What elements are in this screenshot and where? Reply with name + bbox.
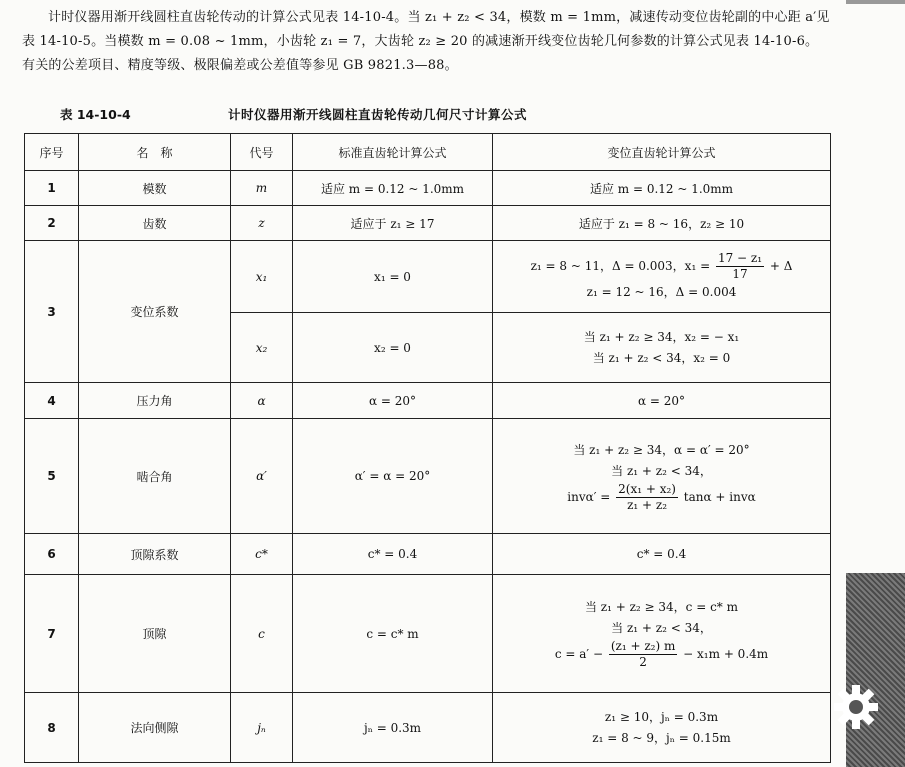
row-no: 2 (25, 206, 79, 241)
header-standard: 标准直齿轮计算公式 (293, 134, 493, 171)
row-symbol: α′ (231, 419, 293, 534)
formula-line: 当 z₁ + z₂ ≥ 34，α = α′ = 20° (573, 442, 750, 457)
table-number: 表 14-10-4 (60, 107, 131, 122)
row-name: 顶隙系数 (79, 534, 231, 575)
formula-line: 当 z₁ + z₂ < 34， (611, 621, 712, 635)
table-row (25, 693, 831, 763)
formula-line: 当 z₁ + z₂ ≥ 34，x₂ = − x₁ (583, 329, 740, 344)
row-no: 1 (25, 171, 79, 206)
formula-line: 当 z₁ + z₂ ≥ 34，c = c* m (584, 600, 739, 614)
row-modified (493, 419, 831, 534)
row-modified (493, 313, 831, 383)
row-standard: 适应 m = 0.12 ~ 1.0mm (293, 171, 493, 206)
row-name: 变位系数 (79, 241, 231, 383)
table-row (25, 241, 831, 313)
fraction-denominator: 17 (732, 266, 748, 281)
formula-table (24, 133, 831, 763)
fraction-denominator: z₁ + z₂ (627, 497, 668, 512)
header-modified: 变位直齿轮计算公式 (493, 134, 831, 171)
formula-line: z₁ ≥ 10，jₙ = 0.3m (604, 709, 719, 724)
fraction (616, 482, 678, 513)
formula-line (497, 251, 826, 282)
table-caption (60, 105, 840, 127)
row-no: 6 (25, 534, 79, 575)
table-header-row (25, 134, 831, 171)
formula-line (497, 482, 826, 513)
row-symbol: α (231, 383, 293, 419)
formula-line: 当 z₁ + z₂ < 34， (611, 463, 712, 478)
row-symbol: x₁ (231, 241, 293, 313)
formula-line: z₁ = 8 ~ 9，jₙ = 0.15m (592, 730, 731, 745)
row-symbol: c* (231, 534, 293, 575)
row-symbol: x₂ (231, 313, 293, 383)
table-row (25, 171, 831, 206)
row-no: 8 (25, 693, 79, 763)
formula-line (497, 639, 826, 670)
formula-prefix: z₁ = 8 ~ 11，Δ = 0.003，x₁ = (530, 258, 711, 273)
fraction-denominator: 2 (639, 655, 647, 669)
header-no: 序号 (25, 134, 79, 171)
table-row (25, 383, 831, 419)
fraction-numerator: (z₁ + z₂) m (610, 639, 676, 653)
row-name: 压力角 (79, 383, 231, 419)
row-modified (493, 575, 831, 693)
table-row (25, 534, 831, 575)
row-name: 顶隙 (79, 575, 231, 693)
row-no: 5 (25, 419, 79, 534)
fraction-numerator: 17 − z₁ (717, 250, 763, 265)
row-no: 4 (25, 383, 79, 419)
table-row (25, 575, 831, 693)
fraction (609, 639, 678, 670)
row-symbol: c (231, 575, 293, 693)
row-symbol: jₙ (231, 693, 293, 763)
table-row (25, 419, 831, 534)
intro-paragraph: 计时仪器用渐开线圆柱直齿轮传动的计算公式见表 14-10-4。当 z₁ + z₂ < 34，模数 m = 1mm，减速传动变位齿轮副的中心距 a′见表 14-10-5。当模数 m = 0.08 ~ 1mm，小齿轮 z₁ = 7，大齿轮 z₂ ≥ 20 的减速渐开线变位齿轮几何参数的计算公式见表 14-10-6。有关的公差项目、精度等级、极限偏差或公差值等参见 GB 9821.3—88。 (22, 10, 830, 73)
row-modified (493, 241, 831, 313)
intro-text (22, 6, 830, 78)
row-standard: x₂ = 0 (293, 313, 493, 383)
header-symbol: 代号 (231, 134, 293, 171)
formula-line: z₁ = 12 ~ 16，Δ = 0.004 (586, 284, 737, 299)
row-standard: x₁ = 0 (293, 241, 493, 313)
page-header-mark (846, 0, 905, 4)
row-modified: α = 20° (493, 383, 831, 419)
table-row (25, 206, 831, 241)
row-modified: c* = 0.4 (493, 534, 831, 575)
row-name: 模数 (79, 171, 231, 206)
formula-line: 当 z₁ + z₂ < 34，x₂ = 0 (592, 350, 731, 365)
formula-suffix: + Δ (769, 258, 793, 273)
row-standard: c* = 0.4 (293, 534, 493, 575)
formula-suffix: − x₁m + 0.4m (683, 647, 769, 661)
row-symbol: z (231, 206, 293, 241)
row-standard: c = c* m (293, 575, 493, 693)
row-no: 7 (25, 575, 79, 693)
row-standard: α = 20° (293, 383, 493, 419)
formula-prefix: invα′ = (567, 489, 611, 504)
row-modified: 适应于 z₁ = 8 ~ 16，z₂ ≥ 10 (493, 206, 831, 241)
row-name: 法向侧隙 (79, 693, 231, 763)
row-standard: α′ = α = 20° (293, 419, 493, 534)
formula-prefix: c = a′ − (554, 647, 603, 661)
row-name: 齿数 (79, 206, 231, 241)
fraction-numerator: 2(x₁ + x₂) (618, 481, 676, 496)
row-modified: 适应 m = 0.12 ~ 1.0mm (493, 171, 831, 206)
gear-icon (832, 683, 880, 731)
header-name: 名 称 (79, 134, 231, 171)
row-symbol: m (231, 171, 293, 206)
row-standard: 适应于 z₁ ≥ 17 (293, 206, 493, 241)
row-modified (493, 693, 831, 763)
row-standard: jₙ = 0.3m (293, 693, 493, 763)
row-no: 3 (25, 241, 79, 383)
formula-suffix: tanα + invα (683, 489, 756, 504)
row-name: 啮合角 (79, 419, 231, 534)
fraction (716, 251, 764, 282)
side-thumb-tab (846, 573, 905, 767)
table-title: 计时仪器用渐开线圆柱直齿轮传动几何尺寸计算公式 (228, 107, 528, 122)
